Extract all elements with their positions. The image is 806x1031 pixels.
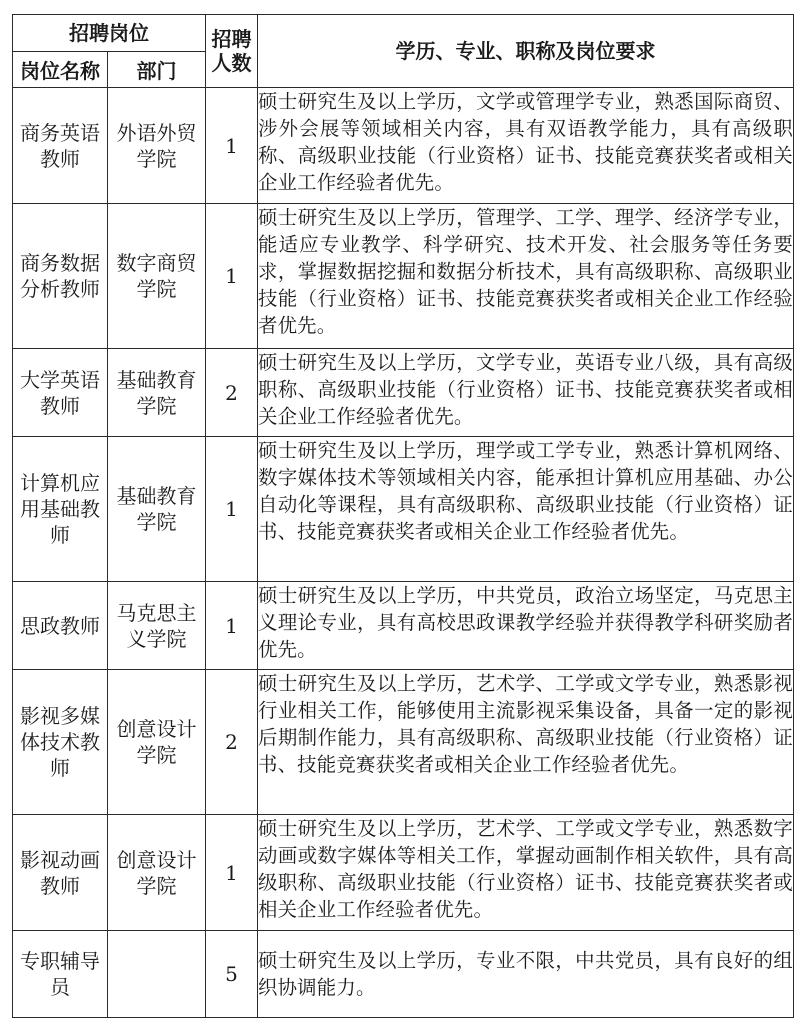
position-name: 商务英语教师 [13, 88, 108, 204]
headcount: 1 [206, 204, 258, 349]
headcount: 2 [206, 349, 258, 437]
requirements: 硕士研究生及以上学历，文学或管理学专业，熟悉国际商贸、涉外会展等领域相关内容，具有双语教学能力，具有高级职称、高级职业技能（行业资格）证书、技能竞赛获奖者或相关企业工作经验者优先。 [258, 88, 794, 204]
department: 创意设计学院 [108, 670, 206, 815]
department: 基础教育学院 [108, 437, 206, 582]
table-row [13, 815, 794, 931]
header-requirements: 学历、专业、职称及岗位要求 [258, 15, 794, 88]
requirements: 硕士研究生及以上学历，理学或工学专业，熟悉计算机网络、数字媒体技术等领域相关内容，能承担计算机应用基础、办公自动化等课程，具有高级职称、高级职业技能（行业资格）证书、技能竞赛获奖者或相关企业工作经验者优先。 [258, 437, 794, 582]
position-name: 专职辅导员 [13, 931, 108, 1018]
position-name: 影视动画教师 [13, 815, 108, 931]
requirements: 硕士研究生及以上学历，专业不限，中共党员，具有良好的组织协调能力。 [258, 931, 794, 1018]
header-position-name: 岗位名称 [13, 52, 108, 88]
table-row [13, 349, 794, 437]
position-name: 影视多媒体技术教师 [13, 670, 108, 815]
department: 创意设计学院 [108, 815, 206, 931]
requirements: 硕士研究生及以上学历，艺术学、工学或文学专业，熟悉数字动画或数字媒体等相关工作，掌握动画制作相关软件，具有高级职称、高级职业技能（行业资格）证书、技能竞赛获奖者或相关企业工作经验者优先。 [258, 815, 794, 931]
department: 马克思主义学院 [108, 582, 206, 670]
position-name: 思政教师 [13, 582, 108, 670]
header-count [206, 15, 258, 88]
department: 数字商贸学院 [108, 204, 206, 349]
header-row-1 [13, 15, 794, 52]
table-row [13, 931, 794, 1018]
header-department: 部门 [108, 52, 206, 88]
requirements: 硕士研究生及以上学历，管理学、工学、理学、经济学专业，能适应专业教学、科学研究、技术开发、社会服务等任务要求，掌握数据挖掘和数据分析技术，具有高级职称、高级职业技能（行业资格）证书、技能竞赛获奖者或相关企业工作经验者优先。 [258, 204, 794, 349]
position-name: 大学英语教师 [13, 349, 108, 437]
position-name: 商务数据分析教师 [13, 204, 108, 349]
table-row [13, 88, 794, 204]
headcount: 1 [206, 88, 258, 204]
table-row [13, 582, 794, 670]
headcount: 2 [206, 670, 258, 815]
table-row [13, 670, 794, 815]
header-group-positions: 招聘岗位 [13, 15, 206, 52]
position-name: 计算机应用基础教师 [13, 437, 108, 582]
requirements: 硕士研究生及以上学历，文学专业，英语专业八级，具有高级职称、高级职业技能（行业资格）证书、技能竞赛获奖者或相关企业工作经验者优先。 [258, 349, 794, 437]
recruitment-table [12, 14, 794, 1018]
header-count-label: 招聘人数 [211, 27, 252, 75]
requirements: 硕士研究生及以上学历，艺术学、工学或文学专业，熟悉影视行业相关工作，能够使用主流影视采集设备，具备一定的影视后期制作能力，具有高级职称、高级职业技能（行业资格）证书、技能竞赛获奖者或相关企业工作经验者优先。 [258, 670, 794, 815]
table-row [13, 204, 794, 349]
department: 外语外贸学院 [108, 88, 206, 204]
department: 基础教育学院 [108, 349, 206, 437]
department [108, 931, 206, 1018]
requirements: 硕士研究生及以上学历，中共党员，政治立场坚定，马克思主义理论专业，具有高校思政课教学经验并获得教学科研奖励者优先。 [258, 582, 794, 670]
table-row [13, 437, 794, 582]
headcount: 1 [206, 437, 258, 582]
headcount: 5 [206, 931, 258, 1018]
headcount: 1 [206, 815, 258, 931]
headcount: 1 [206, 582, 258, 670]
